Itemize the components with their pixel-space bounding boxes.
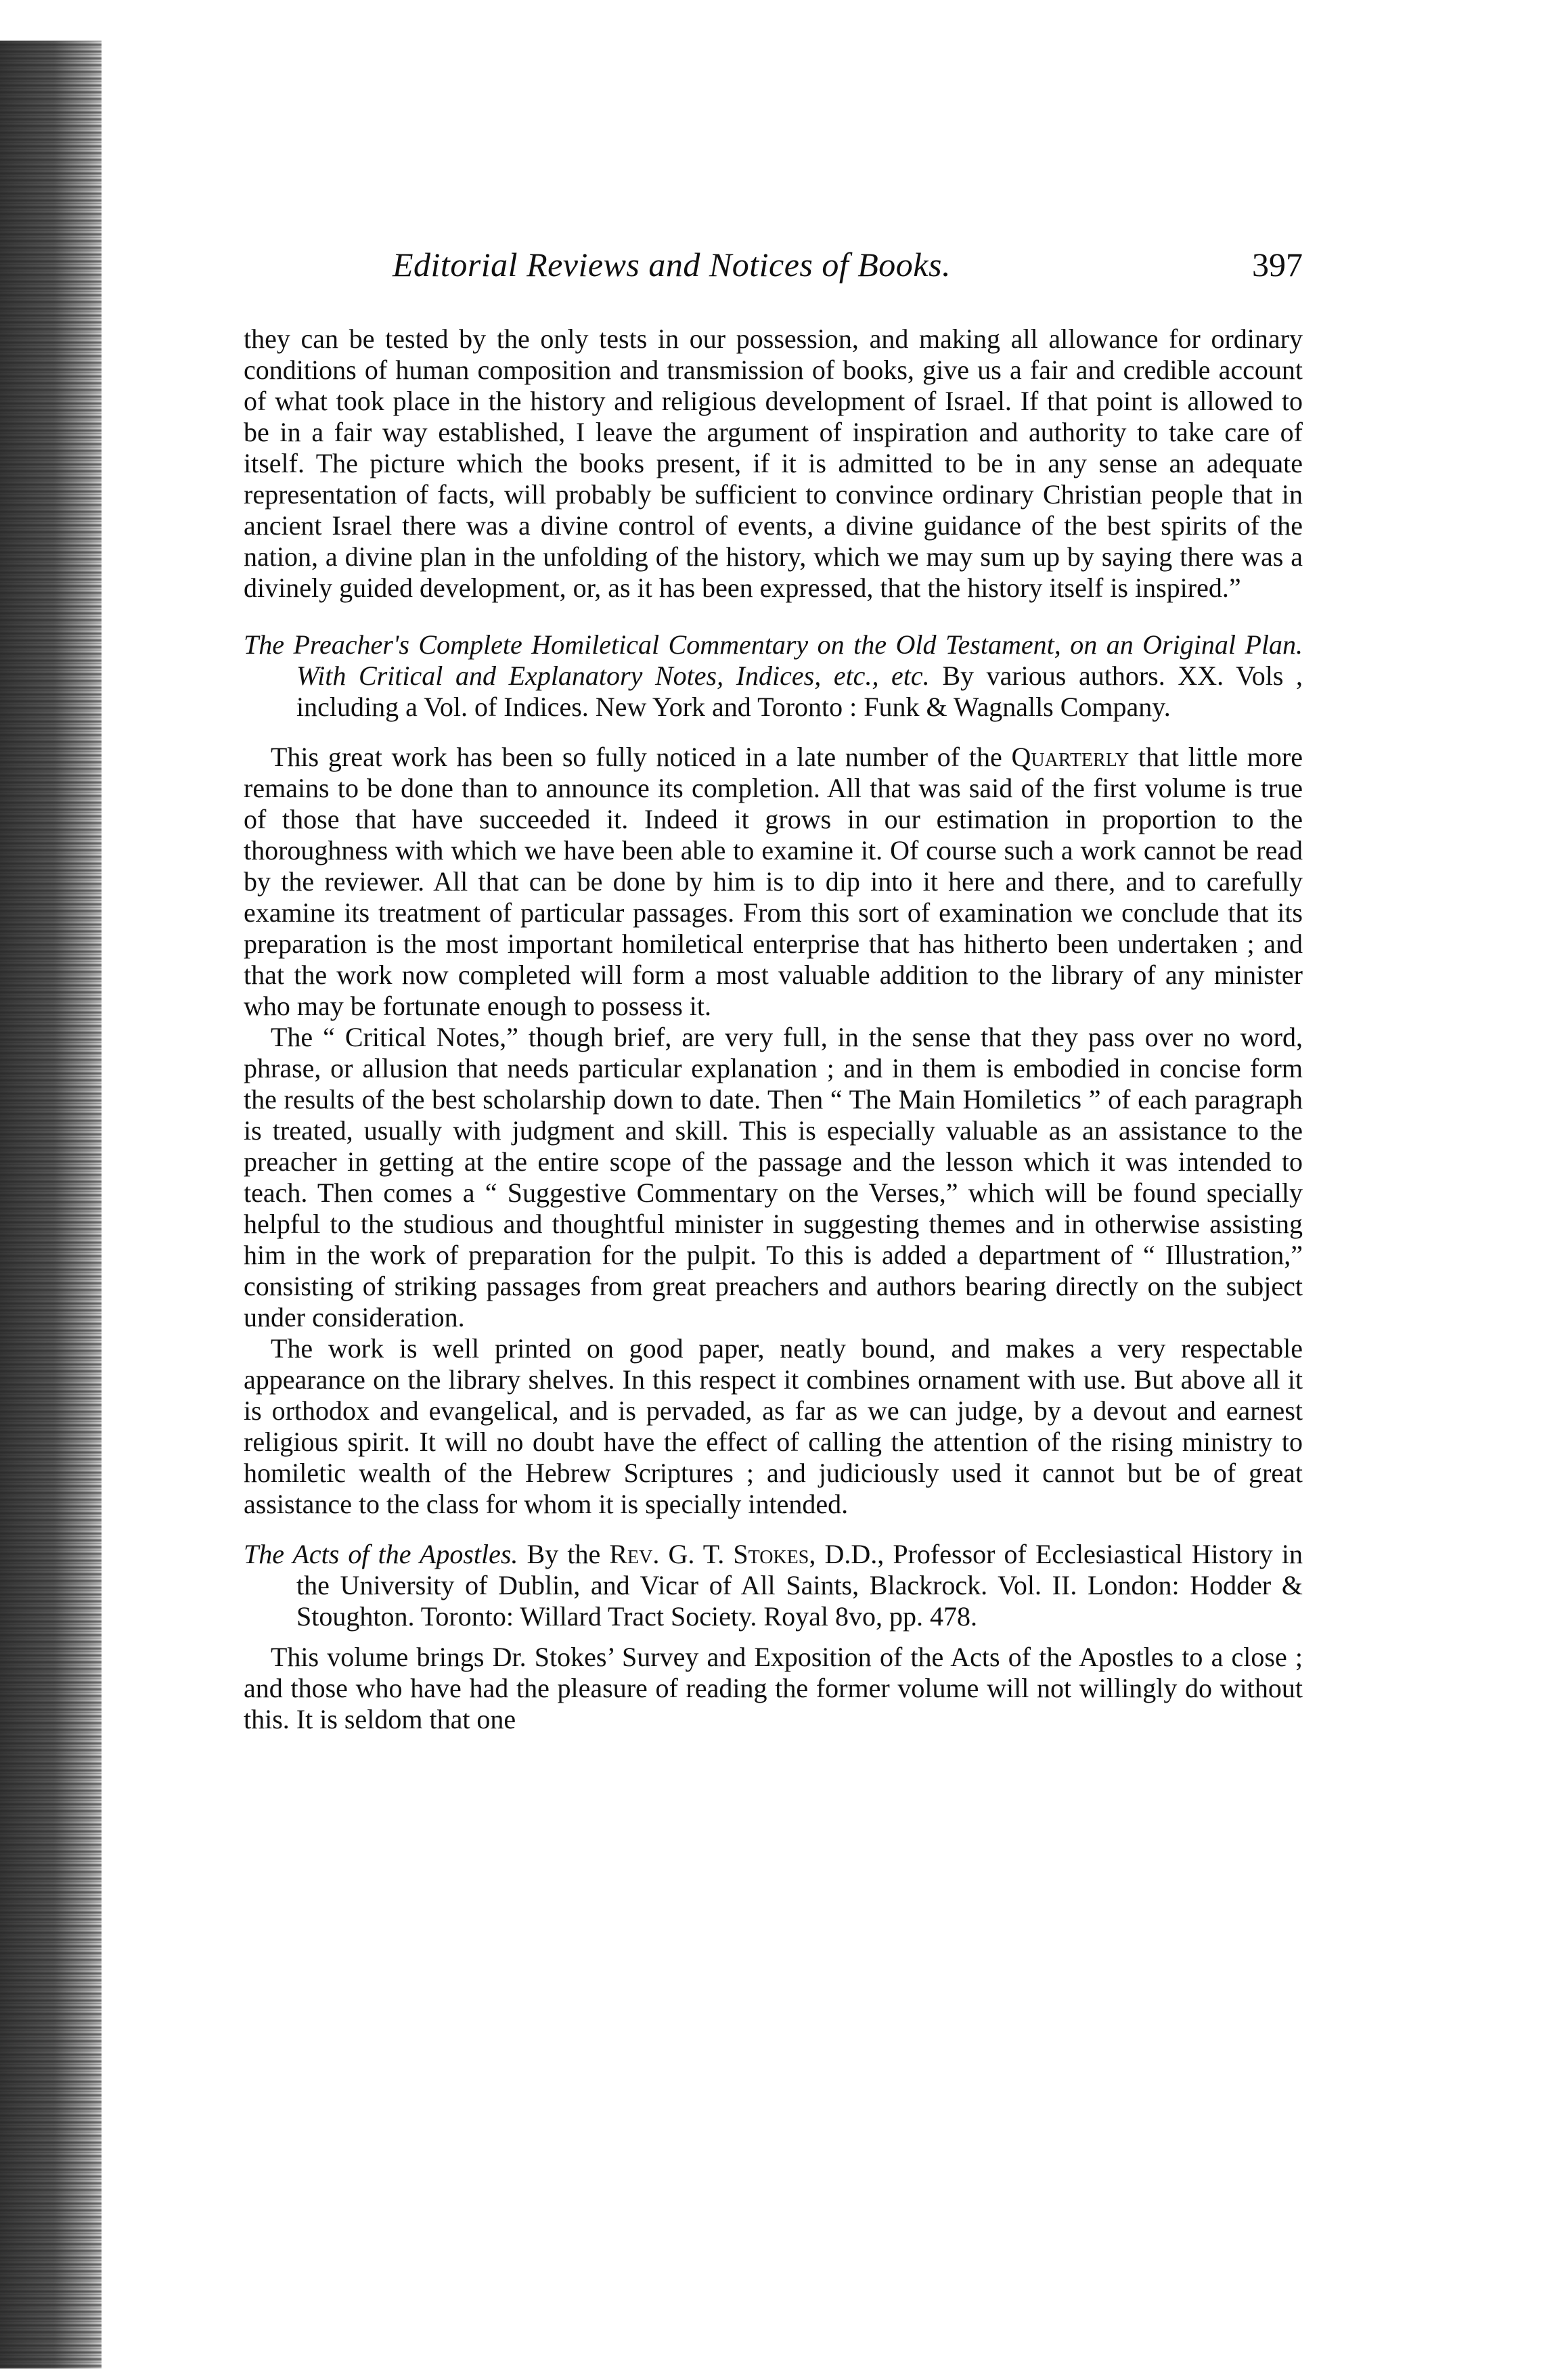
review-paragraph <box>244 742 1303 1022</box>
book-title: The Preacher's Complete Homiletical Commentary on the Old Testament, on an Original Plan. With Critical and Explanatory Notes, Indices, etc., etc. <box>244 629 1303 691</box>
spacer <box>244 604 1303 629</box>
book-details: By the <box>518 1539 610 1569</box>
book-details: , D.D., Professor of Ecclesiastical History in the University of Dublin, and Vicar of All Saints, Blackrock. Vol. II. London: Hodder & Stoughton. Toronto: Willard Tract Society. Royal 8vo, pp. 478. <box>296 1539 1303 1632</box>
book-binding-edge <box>0 41 102 2368</box>
book-title: The Acts of the Apostles. <box>244 1539 518 1569</box>
running-title: Editorial Reviews and Notices of Books. <box>393 246 951 284</box>
review-paragraph: The “ Critical Notes,” though brief, are very full, in the sense that they pass over no word, phrase, or allusion that needs particular explanation ; and in them is embodied in concise form the results of the best scholarship down to date. Then “ The Main Homiletics ” of each paragraph is treated, usually with judgment and skill. This is especially valuable as an assistance to the preacher in getting at the entire scope of the passage and the lesson which it was intended to teach. Then comes a “ Suggestive Commentary on the Verses,” which will be found specially helpful to the studious and thoughtful minister in suggesting themes and in otherwise assisting him in the work of preparation for the pulpit. To this is added a department of “ Illustration,” consisting of striking passages from great preachers and authors bearing directly on the subject under consideration. <box>244 1022 1303 1332</box>
spacer <box>244 1520 1303 1539</box>
paragraph-continuation: they can be tested by the only tests in our possession, and making all allowance for ordinary conditions of human composition and transmission of books, give us a fair and credible account of what took place in the history and religious development of Israel. If that point is allowed to be in a fair way established, I leave the argument of inspiration and authority to take care of itself. The picture which the books present, if it is admitted to be in any sense an adequate representation of facts, will probably be sufficient to convince ordinary Christian people that in ancient Israel there was a divine control of events, a divine guidance of the best spirits of the nation, a divine plan in the unfolding of the history, which we may sum up by saying there was a divinely guided development, or, as it has been expressed, that the history itself is inspired.” <box>244 323 1303 603</box>
review-paragraph: This volume brings Dr. Stokes’ Survey and Exposition of the Acts of the Apostles to a close ; and those who have had the pleasure of reading the former volume will not willingly do without this. It is seldom that one <box>244 1642 1303 1734</box>
review-paragraph: The work is well printed on good paper, neatly bound, and makes a very respectable appearance on the library shelves. In this respect it combines ornament with use. But above all it is orthodox and evangelical, and is pervaded, as far as we can judge, by a devout and earnest religious spirit. It will no doubt have the effect of calling the attention of the rising ministry to homiletic wealth of the Hebrew Scriptures ; and judiciously used it cannot but be of great assistance to the class for whom it is specially intended. <box>244 1333 1303 1519</box>
quarterly-smallcaps: Quarterly <box>1011 742 1130 772</box>
page-number: 397 <box>1252 246 1303 284</box>
review-text: that little more remains to be done than to announce its completion. All that was said of the first volume is true of those that have succeeded it. Indeed it grows in our estimation in proportion to the thoroughness with which we have been able to examine it. Of course such a work cannot be read by the reviewer. All that can be done by him is to dip into it here and there, and to carefully examine its treatment of particular passages. From this sort of examination we conclude that its preparation is the most important homiletical enterprise that has hitherto been undertaken ; and that the work now completed will form a most valuable addition to the library of any minister who may be fortunate enough to possess it. <box>244 742 1303 1021</box>
spacer <box>244 1632 1303 1642</box>
running-head <box>393 245 1303 286</box>
author-name: Rev. G. T. Stokes <box>609 1539 809 1569</box>
review-text: This great work has been so fully noticed in a late number of the <box>271 742 1012 772</box>
book-notice-acts-apostles <box>244 1539 1303 1632</box>
spacer <box>244 723 1303 742</box>
page-body <box>244 323 1303 1735</box>
book-notice-preachers-commentary <box>244 629 1303 723</box>
book-details: By various authors. XX. Vols , including a Vol. of Indices. New York and Toronto : Funk & Wagnalls Company. <box>296 660 1303 722</box>
